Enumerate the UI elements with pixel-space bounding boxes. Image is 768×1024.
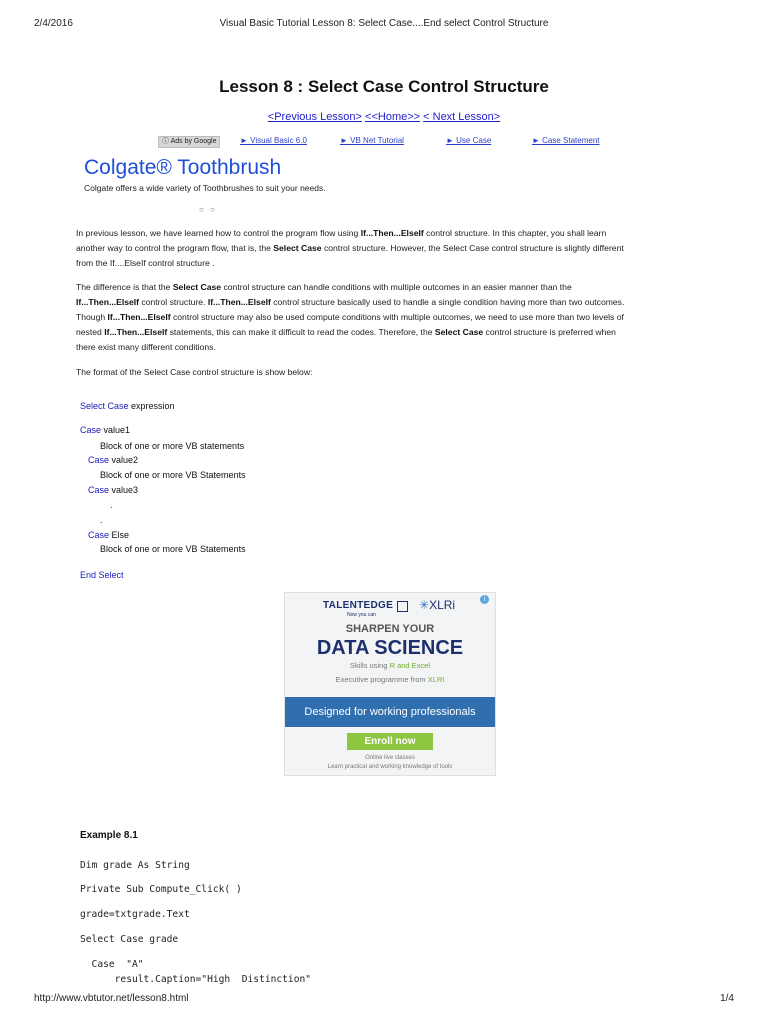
info-icon: ⓘ	[162, 138, 169, 145]
syntax-ellipsis-2: .	[100, 515, 103, 525]
colgate-ad-title[interactable]: Colgate® Toothbrush	[84, 156, 282, 179]
ad-link-vbnet[interactable]: ► VB Net Tutorial	[340, 136, 404, 145]
syntax-block-else: Block of one or more VB Statements	[100, 544, 246, 554]
syntax-case-else: Case Else	[88, 530, 130, 540]
code-line-6: result.Caption="High Distinction"	[80, 974, 312, 985]
next-lesson-link[interactable]: < Next Lesson>	[423, 111, 501, 123]
difference-paragraph: The difference is that the Select Case control structure can handle conditions with multiple outcomes in an easier manner than the If...Then...ElseIf control structure. If...Then...ElseIf control structure basically used to handle a single condition having more than two outcomes. Though If...Then...ElseIf control structure may also be used compute conditions with multiple outcomes, we need to use more than two levels of nested If...Then...ElseIf statements, this can make it difficult to read the codes. Therefore, the Select Case control structure is preferred when there exist many different conditions.	[76, 282, 625, 352]
talentedge-logo: TALENTEDGE	[323, 600, 394, 611]
ad-link-case-statement[interactable]: ► Case Statement	[532, 136, 600, 145]
ad-footer-line-2: Learn practical and working knowledge of tools	[327, 764, 453, 770]
syntax-case-value2: Case value2	[88, 455, 139, 465]
print-url: http://www.vbtutor.net/lesson8.html	[34, 993, 189, 1004]
code-line-1: Dim grade As String	[80, 860, 190, 871]
ad-link-use-case[interactable]: ► Use Case	[446, 136, 492, 145]
code-line-4: Select Case grade	[80, 934, 179, 945]
ad-exec-line: Executive programme from XLRI	[335, 675, 445, 684]
talentedge-logo-sub: Now you can	[347, 612, 376, 618]
print-date: 2/4/2016	[34, 18, 73, 29]
ads-badge-label: Ads by Google	[170, 138, 217, 145]
lesson-nav	[0, 111, 768, 123]
code-line-2: Private Sub Compute_Click( )	[80, 884, 242, 895]
ad-blue-banner: Designed for working professionals	[285, 697, 495, 727]
ad-carousel-dots[interactable]: ○ ○	[199, 205, 217, 214]
home-link[interactable]: <<Home>>	[365, 111, 421, 123]
talentedge-display-ad[interactable]	[284, 592, 496, 776]
print-doc-title: Visual Basic Tutorial Lesson 8: Select Case....End select Control Structure	[219, 18, 549, 29]
enroll-now-button[interactable]: Enroll now	[347, 733, 433, 750]
syntax-select-case: Select Case expression	[80, 401, 175, 411]
talentedge-logo-mark-icon	[397, 601, 408, 612]
syntax-block1: Block of one or more VB statements	[100, 441, 245, 451]
syntax-end-select: End Select	[80, 570, 124, 580]
syntax-block2: Block of one or more VB Statements	[100, 470, 246, 480]
syntax-ellipsis-1: .	[110, 500, 113, 510]
format-paragraph: The format of the Select Case control structure is show below:	[76, 367, 313, 377]
page-title: Lesson 8 : Select Case Control Structure	[219, 77, 549, 96]
code-line-5: Case "A"	[80, 959, 144, 970]
print-page-number: 1/4	[720, 993, 734, 1004]
example-title: Example 8.1	[80, 830, 138, 841]
xlri-logo: ✳XLRi	[419, 598, 456, 612]
syntax-case-value3: Case value3	[88, 485, 139, 495]
ad-headline-1: SHARPEN YOUR	[345, 623, 435, 635]
ad-footer-line-1: Online live classes	[365, 755, 415, 761]
ad-link-visual-basic[interactable]: ► Visual Basic 6.0	[240, 136, 307, 145]
ad-skills-line: Skills using R and Excel	[349, 661, 431, 670]
ad-choices-icon[interactable]: i	[480, 595, 489, 604]
code-line-3: grade=txtgrade.Text	[80, 909, 190, 920]
colgate-ad-description: Colgate offers a wide variety of Toothbrushes to suit your needs.	[84, 183, 326, 193]
intro-paragraph: In previous lesson, we have learned how to control the program flow using If...Then...ElseIf control structure. In this chapter, you shall learn another way to control the program flow, that is, the Select Case control structure. However, the Select Case control structure is slightly different from the If....ElseIf control structure .	[76, 228, 624, 268]
syntax-case-value1: Case value1	[80, 425, 131, 435]
previous-lesson-link[interactable]: <Previous Lesson>	[267, 111, 362, 123]
ads-by-google-badge[interactable]	[158, 136, 220, 148]
ad-headline-2: DATA SCIENCE	[316, 637, 464, 659]
